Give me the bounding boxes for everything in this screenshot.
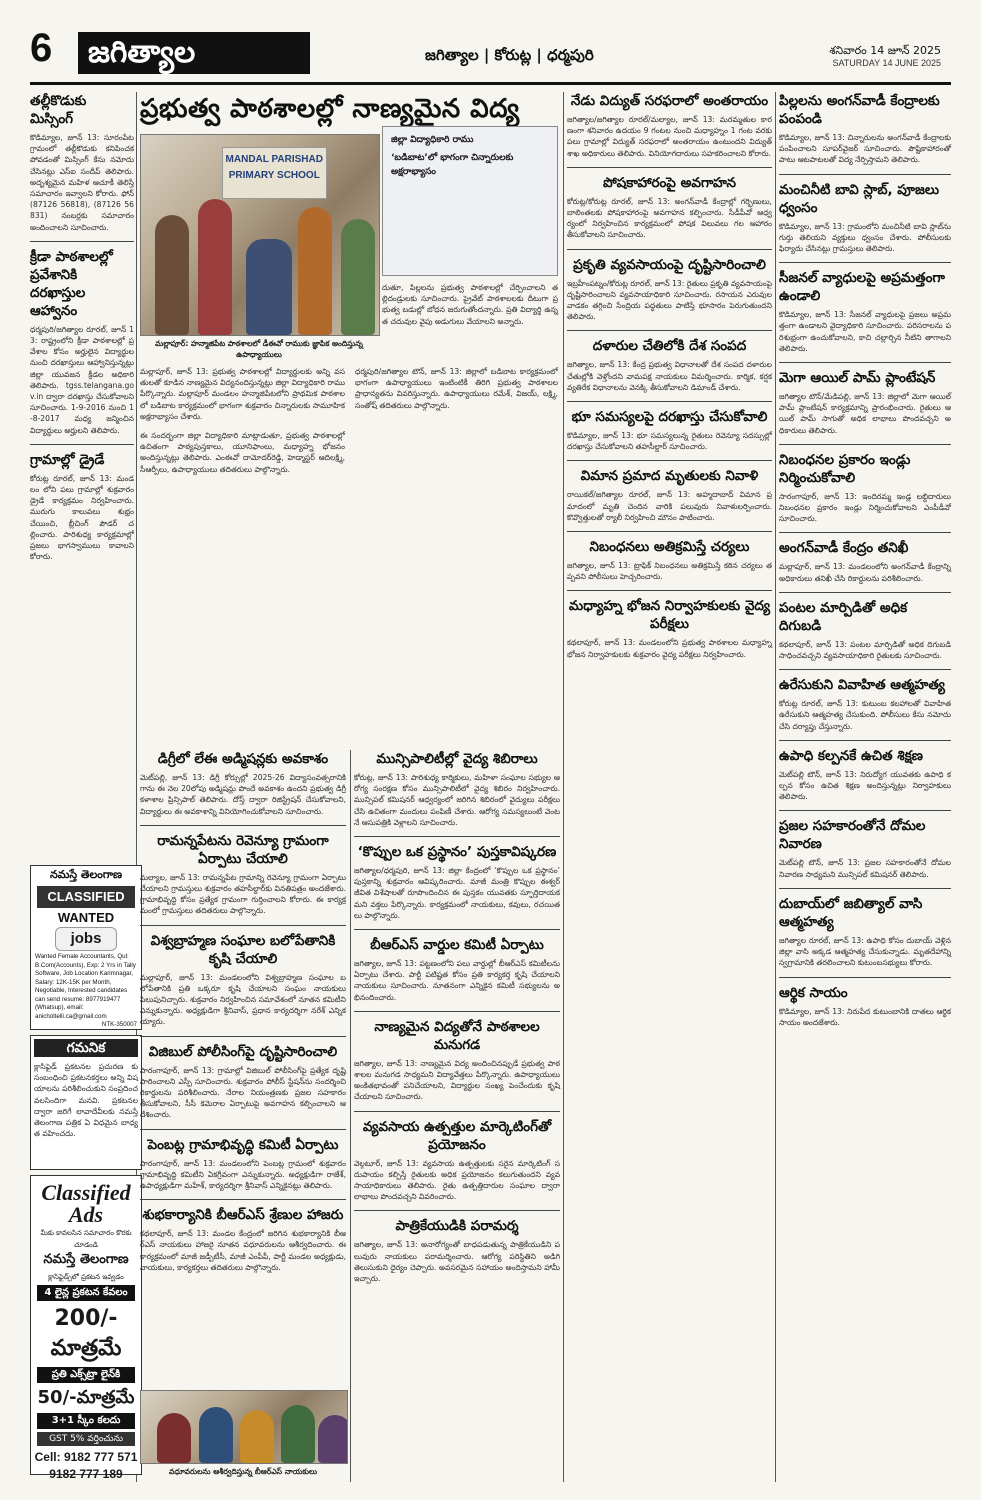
person-figure	[246, 239, 292, 335]
divider	[30, 241, 134, 242]
article-headline: నిబంధనల ప్రకారం ఇండ్లు నిర్మించుకోవాలి	[779, 451, 911, 486]
article-headline: పంటల మార్పిడితో అధిక దిగుబడి	[779, 599, 908, 634]
masthead-rule	[30, 82, 951, 85]
column-5	[567, 92, 772, 668]
article-body: జగిత్యాల, జూన్ 13: కేంద్ర ప్రభుత్వ విధానాలతో దేశ సంపద దళారుల చేతుల్లోకి వెళ్తోందని వామపక్ష నాయకులు విమర్శించారు. కార్మిక, కర్షక వ్యతిరేక విధానాలను వెనక్కి తీసుకోవాలని డిమాండ్ చేశారు.	[567, 360, 772, 392]
divider	[140, 1129, 346, 1130]
divider	[567, 167, 772, 168]
divider	[567, 401, 772, 402]
article-body: జగిత్యాల టౌన్/మేడిపల్లి, జూన్ 13: జిల్లాలో మెగా ఆయిల్ పామ్ ప్లాంటేషన్ కార్యక్రమాన్ని ప్రారంభించారు. రైతులు ఆయిల్ పామ్ సాగుతో అధిక లాభాలు పొందవచ్చని అధికారులు తెలిపారు.	[779, 392, 951, 435]
notice-body: క్లాసిఫైడ్ ప్రకటనల ప్రచురణ కు సంబంధించి ప్రకటనకర్తలు అన్ని విషయాలను పరిశీలించుకుని సంప్రదించవలసిందిగా మనవి. ప్రకటనల ద్వారా జరిగే లావాదేవీలకు నమస్తే తెలంగాణ పత్రిక ఏ విధమైన బాధ్యత వహించదు.	[34, 1062, 138, 1139]
classified-promo	[30, 1175, 142, 1481]
article-headline: వ్యవసాయ ఉత్పత్తుల మార్కెటింగ్‌తో ప్రయోజనం	[362, 1118, 552, 1153]
article-headline: పోషకాహారంపై అవగాహన	[602, 174, 737, 191]
article-body: కథలాపూర్, జూన్ 13: పంటల మార్పిడితో అధిక దిగుబడి సాధించవచ్చని వ్యవసాయాధికారి రైతులకు సూచించారు.	[779, 639, 951, 661]
lead-headline: ప్రభుత్వ పాఠశాలల్లో నాణ్యమైన విద్య	[140, 94, 520, 124]
article-body: కొడిమ్యాల, జూన్ 13: గ్రామంలోని మంచినీటి బావి స్లాబ్‌ను గుర్తు తెలియని వ్యక్తులు ధ్వంసం చేశారు. పోలీసులకు ఫిర్యాదు చేసినట్లు గ్రామస్తులు తెలిపారు.	[779, 221, 951, 254]
divider	[567, 531, 772, 532]
promo-price: 200/-మాత్రమే	[50, 1306, 122, 1361]
article-body: జగిత్యాల, జూన్ 13: నాణ్యమైన విద్య అందించినప్పుడే ప్రభుత్వ పాఠశాలల మనుగడ సాధ్యమని విద్యావేత్తలు పేర్కొన్నారు. ఉపాధ్యాయులు అంకితభావంతో పనిచేయాలని, విద్యార్థుల సంఖ్య పెంచేందుకు కృషి చేయాలని సూచించారు.	[354, 1058, 560, 1102]
article-body: దుతూ, పిల్లలను ప్రభుత్వ పాఠశాలల్లో చేర్పించాలని తల్లిదండ్రులకు సూచించారు. ప్రైవేట్ పాఠశాలలకు దీటుగా ప్రభుత్వ బడుల్లో బోధన జరుగుతోందన్నారు. ప్రతి విద్యార్థి ఉన్నత చదువుల వైపు అడుగులు వేయాలని అన్నారు.	[382, 283, 558, 326]
article-headline: దుబాయ్‌లో జబిత్యాల్ వాసి ఆత్మహత్య	[779, 895, 923, 930]
photo-caption: వధూవరులను ఆశీర్వదిస్తున్న బీఆర్‌ఎస్ నాయకులు	[169, 1467, 317, 1476]
article-headline: పిల్లలను అంగన్‌వాడీ కేంద్రాలకు పంపండి	[779, 93, 940, 127]
date-telugu: శనివారం 14 జూన్ 2025	[829, 44, 941, 57]
divider	[779, 810, 951, 811]
column-divider	[775, 92, 776, 1482]
classified-ad	[30, 865, 142, 1030]
article-body: ఈ సందర్భంగా జిల్లా విద్యాధికారి మాట్లాడుతూ, ప్రభుత్వ పాఠశాలల్లో ఉచితంగా పాఠ్యపుస్తకాలు, యూనిఫాంలు, మధ్యాహ్న భోజనం అందిస్తున్నట్లు తెలిపారు. ఎంఈవో దామోదర్‌రెడ్డి, హెడ్మాస్టర్ ఆదిలక్ష్మి, సీఆర్పీలు, ఉపాధ్యాయులు తదితరులు పాల్గొన్నారు.	[140, 431, 345, 474]
promo-phone: Cell: 9182 777 571	[34, 1450, 138, 1464]
person-figure	[318, 1415, 348, 1463]
promo-extra-price: 50/-మాత్రమే	[37, 1387, 135, 1408]
article-body: కోరుట్ల రూరల్, జూన్ 13: మండలం లోని పలు గ్రామాల్లో శుక్రవారం డ్రైడే కార్యక్రమం నిర్వహించారు. మురుగు కాలువలు శుభ్రం చేయించి, బ్లీచింగ్ పౌడర్ చల్లించారు. పారిశుధ్య కార్యక్రమాల్లో ప్రజలు భాగస్వాములు కావాలని కోరారు.	[30, 473, 134, 562]
article-body: కోరుట్ల, జూన్ 13: పారిశుధ్య కార్మికులు, మహిళా సంఘాల సభ్యుల ఆరోగ్య సంరక్షణ కోసం మున్సిపాలిటీలో వైద్య శిబిరం నిర్వహించారు. మున్సిపల్ కమిషనర్ ఆధ్వర్యంలో జరిగిన శిబిరంలో వైద్యులు పరీక్షలు చేసి ఉచితంగా మందులు పంపిణీ చేశారు. ఆరోగ్య సమస్యలుంటే వెంటనే ఆసుపత్రికి వెళ్లాలని సూచించారు.	[354, 773, 560, 827]
divider	[354, 929, 560, 930]
article-headline: ‘కొప్పుల ఒక ప్రస్థానం’ పుస్తకావిష్కరణ	[357, 844, 557, 861]
divider	[567, 460, 772, 461]
article-body: కొడిమ్యాల, జూన్ 13: నిరుపేద కుటుంబానికి దాతలు ఆర్థిక సాయం అందజేశారు.	[779, 1006, 951, 1027]
article-body: ధర్మపురి/జగిత్యాల టౌన్, జూన్ 13: జిల్లాలో బడిబాట కార్యక్రమంలో భాగంగా ఉపాధ్యాయులు ఇంటింటికీ తిరిగి ప్రభుత్వ పాఠశాలల ప్రాధాన్యతను వివరిస్తున్నారు. ఉపాధ్యాయులు రమేశ్, విజయ్, లక్ష్మి, సంతోష్ తదితరులు పాల్గొన్నారు.	[355, 367, 558, 410]
highlights-box	[382, 126, 558, 276]
divider	[567, 249, 772, 250]
promo-line: మీకు కావలసిన సమాచారం కొరకు	[40, 1229, 132, 1237]
event-caption-wrap	[140, 1466, 346, 1477]
article-headline: ప్రజల సహకారంతోనే దోమల నివారణ	[779, 818, 926, 853]
article-body: కోరుట్ల రూరల్, జూన్ 13: కుటుంబ కలహాలతో వివాహిత ఉరేసుకుని ఆత్మహత్య చేసుకుంది. పోలీసులు కేసు నమోదు చేసి దర్యాప్తు చేస్తున్నారు.	[779, 699, 951, 731]
divider	[354, 1111, 560, 1112]
jobs-logo-icon: jobs	[55, 927, 117, 951]
article-body: కథలాపూర్, జూన్ 13: మండల కేంద్రంలో జరిగిన శుభకార్యానికి బీఆర్‌ఎస్ నాయకులు హాజరై నూతన వధూవరులను ఆశీర్వదించారు. ఈ కార్యక్రమంలో మాజీ జడ్పీటీసీ, మాజీ ఎంపీపీ, పార్టీ మండల అధ్యక్షుడు, నాయకులు, కార్యకర్తలు తదితరులు పాల్గొన్నారు.	[140, 1229, 346, 1272]
left-column	[30, 92, 134, 570]
article-headline: పాత్రికేయుడికి పరామర్శ	[395, 1218, 519, 1235]
lead-photo	[140, 134, 380, 336]
article-headline: తల్లీకొడుకు మిస్సింగ్	[30, 93, 87, 127]
page-number: 6	[30, 26, 53, 70]
person-figure	[199, 1407, 233, 1463]
promo-gst: GST 5% వర్తించును	[37, 1432, 135, 1446]
article-headline: భూ సమస్యలపై దరఖాస్తు చేసుకోవాలి	[571, 409, 768, 426]
article-body: జగిత్యాల, జూన్ 13: పట్టణంలోని పలు వార్డుల్లో బీఆర్‌ఎస్ కమిటీలను ఏర్పాటు చేశారు. పార్టీ పటిష్టత కోసం ప్రతి కార్యకర్త కృషి చేయాలని నాయకులు సూచించారు. నూతనంగా ఎన్నికైన కమిటీ సభ్యులను అభినందించారు.	[354, 959, 560, 1002]
article-headline: విజిబుల్ పోలీసింగ్‌పై దృష్టిసారించాలి	[148, 1043, 338, 1060]
article-body: సారంగాపూర్, జూన్ 13: మండలంలోని పెంబట్ల గ్రామంలో శుక్రవారం గ్రామాభివృద్ధి కమిటీని ఏకగ్రీవంగా ఎన్నుకున్నారు. అధ్యక్షుడిగా రాజేశ్, ఉపాధ్యక్షుడిగా మహేశ్, కార్యదర్శిగా శ్రీనివాస్ ఎన్నికైనట్లు తెలిపారు.	[140, 1158, 346, 1191]
article-headline: ఉరేసుకుని వివాహిత ఆత్మహత్య	[779, 677, 945, 694]
divider	[140, 925, 346, 926]
lead-body-col2	[355, 366, 558, 419]
school-banner: MANDAL PARISHAD PRIMARY SCHOOL	[222, 147, 327, 199]
article-headline: విమాన ప్రమాద మృతులకు నివాళి	[580, 468, 759, 485]
person-figure	[281, 1405, 315, 1463]
article-body: మల్లాపూర్, జూన్ 13: మండలంలోని అంగన్‌వాడీ కేంద్రాన్ని అధికారులు తనిఖీ చేసి రికార్డులను పరిశీలించారు.	[779, 562, 951, 583]
column-divider	[350, 750, 351, 1482]
promo-price-label: 4 లైన్ల ప్రకటన కేవలం	[37, 1285, 135, 1301]
event-photo	[140, 1390, 348, 1464]
article-body: కోరుట్ల/కోరుట్ల రూరల్, జూన్ 13: అంగన్‌వాడీ కేంద్రాల్లో గర్భిణులు, బాలింతలకు పోషకాహారంపై అవగాహన కల్పించారు. సీడీపీవో ఆధ్వర్యంలో నిర్వహించిన కార్యక్రమంలో పోషక విలువలు గల ఆహారం తీసుకోవాలని సూచించారు.	[567, 196, 772, 240]
article-body: ధర్మపురి/జగిత్యాల రూరల్, జూన్ 13: రాష్ట్రంలోని క్రీడా పాఠశాలల్లో ప్రవేశాల కోసం అర్హులైన విద్యార్థుల నుంచి దరఖాస్తులు ఆహ్వానిస్తున్నట్లు జిల్లా యువజన క్రీడల అధికారి తెలిపారు. tgss.telangana.gov.in ద్వారా దరఖాస్తు చేసుకోవాలని సూచించారు. 1-9-2016 నుంచి 1-8-2017 మధ్య జన్మించిన విద్యార్థులు అర్హులని తెలిపారు.	[30, 324, 134, 435]
column-3	[140, 750, 346, 1281]
divider	[779, 669, 951, 670]
edition-name: జగిత్యాల	[78, 32, 310, 74]
person-figure	[341, 219, 375, 335]
article-body: మల్లాపూర్, జూన్ 13: మండలంలోని విశ్వబ్రాహ్మణ సంఘాల బలోపేతానికి ప్రతి ఒక్కరూ కృషి చేయాలని సంఘం నాయకులు పిలుపునిచ్చారు. శుక్రవారం నిర్వహించిన సమావేశంలో నూతన కమిటీని ఎన్నుకున్నారు. అధ్యక్షుడిగా శ్రీనివాస్, ప్రధాన కార్యదర్శిగా నరేశ్ ఎన్నికయ్యారు.	[140, 972, 346, 1027]
classified-label: CLASSIFIED	[37, 886, 135, 908]
divider	[779, 977, 951, 978]
divider	[140, 825, 346, 826]
article-body: మెట్‌పల్లి, జూన్ 13: డిగ్రీ కోర్సుల్లో 2025-26 విద్యాసంవత్సరానికి గాను ఈ నెల 20లోపు అడ్మిషన్లు పొందే అవకాశం ఉందని ప్రభుత్వ డిగ్రీ కళాశాల ప్రిన్సిపాల్ తెలిపారు. దోస్త్ ద్వారా రిజిస్ట్రేషన్ చేసుకోవాలని, విద్యార్థులు ఈ అవకాశాన్ని వినియోగించుకోవాలని సూచించారు.	[140, 773, 346, 816]
person-figure	[157, 1413, 191, 1463]
divider	[30, 444, 134, 445]
article-headline: విశ్వబ్రాహ్మణ సంఘాల బలోపేతానికి కృషి చేయాలి	[150, 932, 336, 967]
divider	[140, 1036, 346, 1037]
wanted-label: WANTED	[57, 910, 115, 925]
edition-towns: జగిత్యాల | కోరుట్ల | ధర్మపురి	[425, 46, 594, 64]
article-headline: నిబంధనలు అతిక్రమిస్తే చర్యలు	[589, 539, 750, 556]
person-figure	[198, 199, 232, 335]
article-body: మల్యాల, జూన్ 13: రామన్నపేట గ్రామాన్ని రెవెన్యూ గ్రామంగా ఏర్పాటు చేయాలని గ్రామస్తులు శుక్రవారం తహసీల్దార్‌కు వినతిపత్రం అందజేశారు. గ్రామాభివృద్ధి కోసం ప్రత్యేక గ్రామంగా గుర్తించాలని కోరారు. ఈ కార్యక్రమంలో గ్రామస్తులు తదితరులు పాల్గొన్నారు.	[140, 872, 346, 916]
divider	[779, 444, 951, 445]
article-headline: బీఆర్‌ఎస్ వార్డుల కమిటీ ఏర్పాటు	[370, 937, 544, 954]
lead-body-right	[382, 282, 558, 335]
article-body: కొడిమ్యాల, జూన్ 13: భూ సమస్యలున్న రైతులు రెవెన్యూ సదస్సుల్లో దరఖాస్తు చేసుకోవాలని తహసీల్దార్ సూచించారు.	[567, 431, 772, 452]
article-body: కొడిమ్యాల, జూన్ 13: సూరంపేట గ్రామంలో తల్లీకొడుకు కనిపించకపోవడంతో మిస్సింగ్ కేసు నమోదు చేసినట్లు ఎస్‌ఐ సందీప్ తెలిపారు. అదృశ్యమైన మహిళ ఆచూకీ తెలిస్తే సమాచారం ఇవ్వాలని కోరారు. ఫోన్ (87126 56818), (87126 56831) నంబర్లకు సమాచారం అందించాలని సూచించారు.	[30, 133, 134, 232]
article-body: మల్లాపూర్, జూన్ 13: ప్రభుత్వ పాఠశాలల్లో విద్యార్థులకు అన్ని వసతులతో కూడిన నాణ్యమైన విద్యనందిస్తున్నట్లు జిల్లా విద్యాధికారి రాము పేర్కొన్నారు. మల్లాపూర్ మండలం హన్మాజిపేటలోని ప్రాథమిక పాఠశాలలో బడిబాట కార్యక్రమంలో భాగంగా శుక్రవారం చిన్నారులకు సామూహిక అక్షరాభ్యాసం చేశారు.	[140, 367, 345, 421]
article-headline: నేడు విద్యుత్ సరఫరాలో అంతరాయం	[570, 93, 769, 109]
lead-caption-wrap	[140, 338, 378, 360]
article-headline: మున్సిపాలిటీల్లో వైద్య శిబిరాలు	[376, 751, 538, 767]
date-english: SATURDAY 14 JUNE 2025	[832, 58, 941, 68]
photo-caption: మల్లాపూర్: హన్మాజిపేట పాఠశాలలో డీఈవో రాముకు జ్ఞాపిక అందిస్తున్న ఉపాధ్యాయులు	[155, 339, 363, 359]
article-body: జగిత్యాల రూరల్, జూన్ 13: ఉపాధి కోసం దుబాయ్ వెళ్లిన జిల్లా వాసి అక్కడ ఆత్మహత్య చేసుకున్నాడు. మృతదేహాన్ని స్వగ్రామానికి తరలించాలని కుటుంబసభ్యులు కోరారు.	[779, 935, 951, 968]
promo-phone: 9182 777 189	[49, 1467, 123, 1481]
divider	[354, 836, 560, 837]
article-body: రాయికల్/జగిత్యాల రూరల్, జూన్ 13: అహ్మదాబాద్ విమాన ప్రమాదంలో మృతి చెందిన వారికి పలువురు నివాళులర్పించారు. కొవ్వొత్తులతో ర్యాలీ నిర్వహించి మౌనం పాటించారు.	[567, 490, 772, 522]
divider	[779, 174, 951, 175]
article-body: జగిత్యాల, జూన్ 13: ట్రాఫిక్ నిబంధనలు అతిక్రమిస్తే కఠిన చర్యలు తప్పవని పోలీసులు హెచ్చరించారు.	[567, 561, 772, 582]
divider	[779, 888, 951, 889]
ad-text: Wanted Female Accountants, Qul: B.Com(Accounts), Exp: 2 Yrs in Tally Software, Job Location Karimnagar, Salary: 12K-15K per Month, Negotiable, Interested candidates can send resume: 8977919477 (Whatsup), email: anicholtelli.ca@gmail.com	[35, 953, 136, 1020]
classified-ads-logo: Classified Ads	[41, 1180, 131, 1227]
promo-line: చూడండి	[74, 1241, 98, 1249]
person-figure	[155, 215, 189, 335]
column-4	[354, 750, 560, 1292]
highlight-item: ‘బడిబాట’లో భాగంగా చిన్నారులకు అక్షరాభ్యాసం	[391, 153, 514, 177]
article-body: మెట్‌పల్లి టౌన్, జూన్ 13: నిరుద్యోగ యువతకు ఉపాధి కల్పన కోసం ఉచిత శిక్షణ అందిస్తున్నట్లు నిర్వాహకులు తెలిపారు.	[779, 769, 951, 802]
notice-box	[30, 1035, 142, 1170]
article-headline: నాణ్యమైన విద్యతోనే పాఠశాలల మనుగడ	[374, 1018, 540, 1053]
article-headline: క్రీడా పాఠశాలల్లో ప్రవేశానికి దరఖాస్తుల ఆహ్వానం	[30, 248, 113, 319]
promo-brand: నమస్తే తెలంగాణ	[43, 1252, 129, 1267]
article-body: కొడిమ్యాల, జూన్ 13: చిన్నారులను అంగన్‌వాడీ కేంద్రాలకు పంపించాలని సూపర్‌వైజర్ సూచించారు. పౌష్టికాహారంతో పాటు ఆటపాటలతో విద్య నేర్పిస్తామని తెలిపారు.	[779, 133, 951, 165]
column-divider	[563, 92, 564, 1482]
article-headline: ఆర్థిక సాయం	[779, 984, 848, 1001]
promo-line: క్లాసిఫైడ్స్‌లో ప్రకటన ఇవ్వడం	[48, 1273, 124, 1281]
ad-code: NTK-350007	[101, 1021, 137, 1028]
person-figure	[298, 207, 332, 335]
divider	[779, 592, 951, 593]
divider	[567, 590, 772, 591]
article-headline: దళారుల చేతిలోకి దేశ సంపద	[592, 338, 747, 355]
divider	[779, 532, 951, 533]
article-body: జగిత్యాల/జగిత్యాల రూరల్/మల్యాల, జూన్ 13: మరమ్మతుల కారణంగా శనివారం ఉదయం 9 గంటల నుంచి మధ్యాహ్నం 1 గంట వరకు పలు గ్రామాల్లో విద్యుత్ సరఫరాలో అంతరాయం ఉంటుందని విద్యుత్ శాఖ అధికారులు తెలిపారు. వినియోగదారులు సహకరించాలని కోరారు.	[567, 115, 772, 158]
notice-headline: గమనిక	[34, 1039, 138, 1057]
article-headline: గ్రామాల్లో డ్రైడే	[30, 451, 105, 468]
promo-scheme: 3+1 స్కీం కలదు	[37, 1413, 135, 1429]
masthead	[0, 0, 981, 70]
article-body: మెట్‌పల్లి టౌన్, జూన్ 13: ప్రజల సహకారంతోనే దోమల నివారణ సాధ్యమని మున్సిపల్ కమిషనర్ తెలిపారు.	[779, 858, 951, 879]
divider	[779, 262, 951, 263]
article-headline: డిగ్రీలో లేఈ అడ్మిషన్లకు అవకాశం	[157, 751, 329, 767]
divider	[779, 362, 951, 363]
divider	[140, 1199, 346, 1200]
article-headline: సీజనల్ వ్యాధులపై అప్రమత్తంగా ఉండాలి	[779, 270, 945, 305]
article-body: వెల్గటూర్, జూన్ 13: వ్యవసాయ ఉత్పత్తులకు సరైన మార్కెటింగ్ సదుపాయం కల్పిస్తే రైతులకు అధిక ప్రయోజనం కలుగుతుందని వ్యవసాయాధికారులు తెలిపారు. రైతు ఉత్పత్తిదారుల సంఘాల ద్వారా లాభాలు పొందవచ్చని వివరించారు.	[354, 1158, 560, 1202]
article-body: కొడిమ్యాల, జూన్ 13: సీజనల్ వ్యాధులపై ప్రజలు అప్రమత్తంగా ఉండాలని వైద్యాధికారి సూచించారు. పరిసరాలను పరిశుభ్రంగా ఉంచుకోవాలని, కాచి చల్లార్చిన నీటిని తాగాలని తెలిపారు.	[779, 310, 951, 353]
divider	[354, 1210, 560, 1211]
article-body: ఇబ్రహీంపట్నం/కోరుట్ల రూరల్, జూన్ 13: రైతులు ప్రకృతి వ్యవసాయంపై దృష్టిసారించాలని వ్యవసాయాధికారి సూచించారు. రసాయన ఎరువుల వాడకం తగ్గించి సేంద్రియ పద్ధతులు పాటిస్తే భూసారం పెరుగుతుందని తెలిపారు.	[567, 278, 772, 322]
article-body: కథలాపూర్, జూన్ 13: మండలంలోని ప్రభుత్వ పాఠశాలల మధ్యాహ్న భోజన నిర్వాహకులకు శుక్రవారం వైద్య పరీక్షలు నిర్వహించారు.	[567, 638, 772, 659]
article-headline: మధ్యాహ్న భోజన నిర్వాహకులకు వైద్య పరీక్షలు	[568, 598, 771, 633]
article-headline: పెంబట్ల గ్రామాభివృద్ధి కమిటీ ఏర్పాటు	[147, 1136, 339, 1153]
person-figure	[240, 1410, 274, 1463]
divider	[354, 1011, 560, 1012]
article-body: జగిత్యాల/ధర్మపురి, జూన్ 13: జిల్లా కేంద్రంలో ‘కొప్పుల ఒక ప్రస్థానం’ పుస్తకాన్ని శుక్రవారం ఆవిష్కరించారు. మాజీ మంత్రి కొప్పుల ఈశ్వర్ జీవిత విశేషాలతో రూపొందించిన ఈ పుస్తకం యువతకు స్ఫూర్తిదాయకమని వక్తలు పేర్కొన్నారు. కార్యక్రమంలో నాయకులు, కవులు, రచయితలు పాల్గొన్నారు.	[354, 866, 560, 920]
right-column	[779, 92, 951, 1036]
divider	[779, 740, 951, 741]
promo-extra-label: ప్రతి ఎక్స్‌ట్రా లైన్‌కి	[37, 1367, 135, 1383]
article-headline: శుభకార్యానికి బీఆర్‌ఎస్ శ్రేణుల హాజరు	[142, 1207, 344, 1224]
article-headline: అంగన్‌వాడీ కేంద్రం తనిఖీ	[779, 540, 909, 557]
newspaper-logo: నమస్తే తెలంగాణ	[49, 868, 123, 881]
article-body: సారంగాపూర్, జూన్ 13: ఇందిరమ్మ ఇండ్ల లబ్ధిదారులు నిబంధనల ప్రకారం ఇండ్లు నిర్మించుకోవాలని ఎంపీడీవో సూచించారు.	[779, 491, 951, 524]
article-headline: మంచినీటి బావి స్లాబ్, పూజలు ధ్వంసం	[779, 181, 940, 216]
divider	[567, 330, 772, 331]
highlight-item: జిల్లా విద్యాధికారి రాము	[391, 135, 474, 145]
article-body: సారంగాపూర్, జూన్ 13: గ్రామాల్లో విజిబుల్ పోలీసింగ్‌పై ప్రత్యేక దృష్టి సారించాలని ఎస్పీ సూచించారు. శుక్రవారం పోలీస్ స్టేషన్‌ను సందర్శించి రికార్డులను పరిశీలించారు. నేరాల నియంత్రణకు ప్రజల సహకారం తీసుకోవాలని, సీసీ కెమెరాల ఏర్పాటుపై అవగాహన కల్పించాలని ఆదేశించారు.	[140, 1065, 346, 1120]
article-headline: రామన్నపేటను రెవెన్యూ గ్రామంగా ఏర్పాటు చేయాలి	[157, 832, 329, 867]
article-headline: ఉపాధి కల్పనకే ఉచిత శిక్షణ	[779, 747, 923, 764]
article-body: జగిత్యాల, జూన్ 13: అనారోగ్యంతో బాధపడుతున్న పాత్రికేయుడిని పలువురు నాయకులు పరామర్శించారు. ఆరోగ్య పరిస్థితిని అడిగి తెలుసుకుని ధైర్యం చెప్పారు. అవసరమైన సహాయం అందిస్తామని హామీ ఇచ్చారు.	[354, 1240, 560, 1284]
article-headline: మెగా ఆయిల్ పామ్ ప్లాంటేషన్	[779, 370, 936, 387]
lead-body-col1	[140, 366, 345, 483]
article-headline: ప్రకృతి వ్యవసాయంపై దృష్టిసారించాలి	[573, 256, 766, 273]
